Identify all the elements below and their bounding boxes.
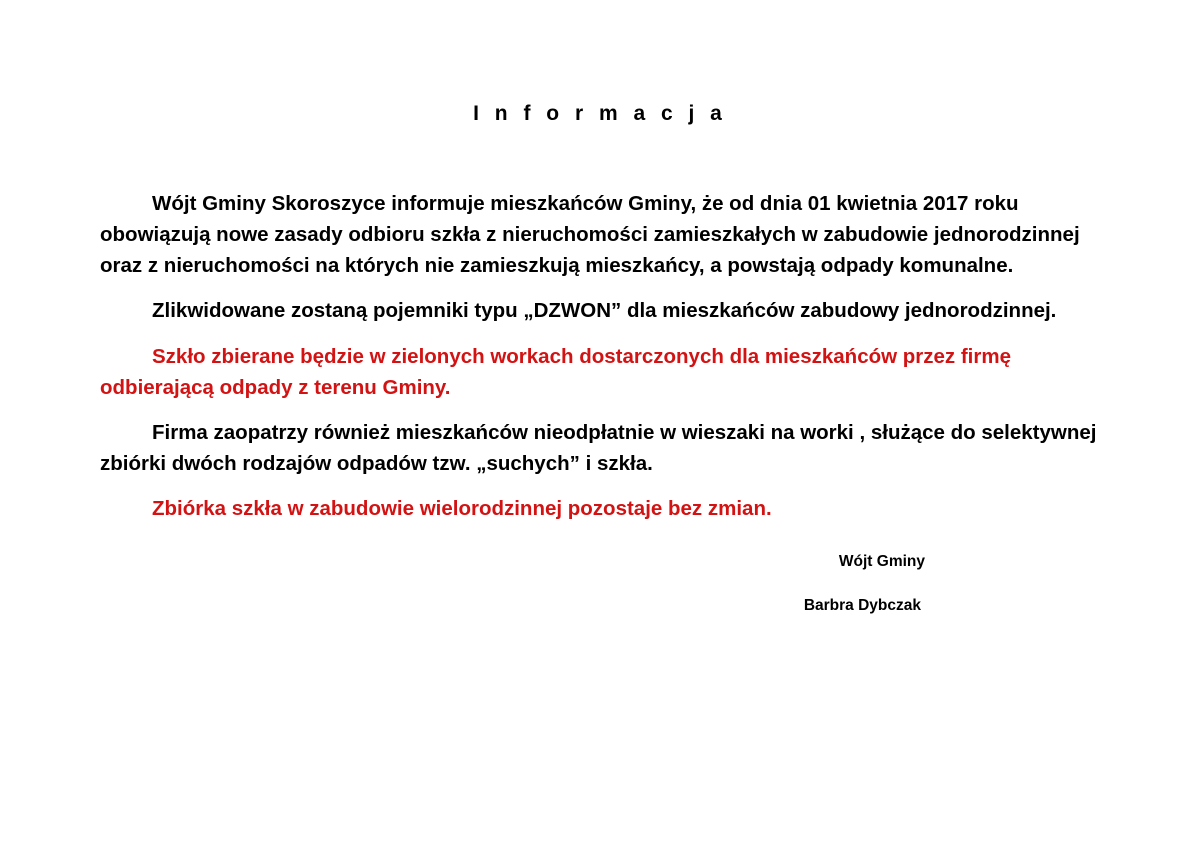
paragraph-2: Zlikwidowane zostaną pojemniki typu „DZWON” dla mieszkańców zabudowy jednorodzinnej.: [152, 299, 1057, 323]
signature-name: Barbra Dybczak: [803, 596, 921, 614]
page-title: I n f o r m a c j a: [473, 102, 727, 125]
document-body: [0, 188, 1200, 617]
paragraph-4: Firma zaopatrzy również mieszkańców nieodpłatnie w wieszaki na worki , służące do selektywnej zbiórki dwóch rodzajów odpadów tzw. „suchych” i szkła.: [100, 420, 1097, 476]
signature-block: [100, 550, 1100, 617]
paragraph-3-highlight: Szkło zbierane będzie w zielonych workach dostarczonych dla mieszkańców przez firmę odbierającą odpady z terenu Gminy.: [100, 344, 1011, 399]
paragraph-5-highlight: Zbiórka szkła w zabudowie wielorodzinnej pozostaje bez zmian.: [152, 497, 772, 521]
paragraph-1: Wójt Gminy Skoroszyce informuje mieszkańców Gminy, że od dnia 01 kwietnia 2017 roku obowiązują nowe zasady odbioru szkła z nieruchomości zamieszkałych w zabudowie jednorodzinnej oraz z nieruchomości na których nie zamieszkują mieszkańcy, a powstają odpady komunalne.: [100, 192, 1080, 278]
signature-role: Wójt Gminy: [838, 553, 925, 571]
